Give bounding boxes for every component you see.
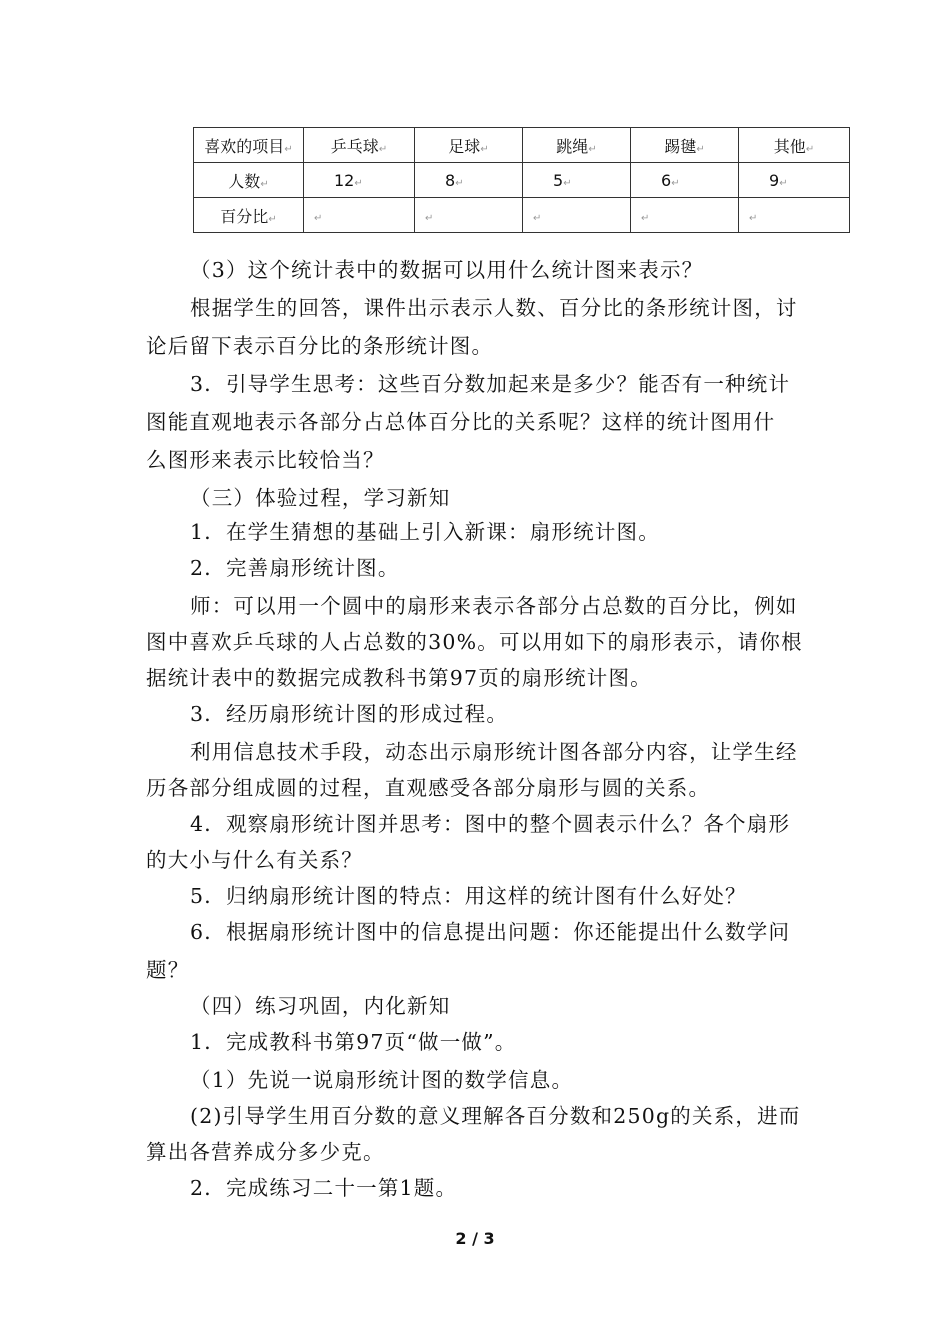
table-cell: 5↵ (523, 163, 631, 198)
table-header-cell: 跳绳↵ (523, 128, 631, 163)
paragraph-line: 6．根据扇形统计图中的信息提出问题：你还能提出什么数学问 (190, 920, 791, 944)
paragraph-line: 2．完善扇形统计图。 (190, 556, 400, 580)
paragraph-line: 师：可以用一个圆中的扇形来表示各部分占总数的百分比，例如 (190, 594, 798, 618)
table-header-cell: 足球↵ (415, 128, 523, 163)
paragraph-line: 算出各营养成分多少克。 (146, 1140, 385, 1164)
section-heading: （四）练习巩固，内化新知 (190, 994, 451, 1018)
paragraph-line: 1．在学生猜想的基础上引入新课：扇形统计图。 (190, 520, 660, 544)
table-row-label: 百分比↵ (194, 198, 304, 233)
paragraph-line: (2)引导学生用百分数的意义理解各百分数和250g的关系，进而 (190, 1104, 801, 1128)
paragraph-line: （3）这个统计表中的数据可以用什么统计图来表示？ (190, 258, 704, 282)
table-cell: ↵ (523, 198, 631, 233)
section-heading: （三）体验过程，学习新知 (190, 486, 451, 510)
table-cell: ↵ (304, 198, 415, 233)
table-cell: 6↵ (631, 163, 739, 198)
paragraph-line: 图能直观地表示各部分占总体百分比的关系呢？这样的统计图用什 (146, 410, 776, 434)
paragraph-line: 根据学生的回答，课件出示表示人数、百分比的条形统计图，讨 (190, 296, 798, 320)
table-row (194, 128, 850, 163)
paragraph-line: 据统计表中的数据完成教科书第97页的扇形统计图。 (146, 666, 652, 690)
paragraph-line: 1．完成教科书第97页“做一做”。 (190, 1030, 517, 1054)
table-header-cell: 踢毽↵ (631, 128, 739, 163)
paragraph-line: 的大小与什么有关系？ (146, 848, 363, 872)
table-header-cell: 乒乓球↵ (304, 128, 415, 163)
paragraph-line: 图中喜欢乒乓球的人占总数的30%。可以用如下的扇形表示，请你根 (146, 630, 803, 654)
survey-table (193, 127, 850, 233)
table-cell: ↵ (631, 198, 739, 233)
paragraph-line: 么图形来表示比较恰当？ (146, 448, 385, 472)
paragraph-line: 5．归纳扇形统计图的特点：用这样的统计图有什么好处？ (190, 884, 747, 908)
paragraph-line: 4．观察扇形统计图并思考：图中的整个圆表示什么？各个扇形 (190, 812, 791, 836)
paragraph-line: （1）先说一说扇形统计图的数学信息。 (190, 1068, 574, 1092)
paragraph-line: 3．引导学生思考：这些百分数加起来是多少？能否有一种统计 (190, 372, 791, 396)
table-cell: 9↵ (739, 163, 850, 198)
table-cell: ↵ (739, 198, 850, 233)
paragraph-line: 历各部分组成圆的过程，直观感受各部分扇形与圆的关系。 (146, 776, 711, 800)
paragraph-line: 论后留下表示百分比的条形统计图。 (146, 334, 494, 358)
table-header-cell: 其他↵ (739, 128, 850, 163)
paragraph-line: 题？ (146, 958, 190, 982)
table-row (194, 198, 850, 233)
paragraph-line: 利用信息技术手段，动态出示扇形统计图各部分内容，让学生经 (190, 740, 798, 764)
table-header-cell: 喜欢的项目↵ (194, 128, 304, 163)
paragraph-line: 2．完成练习二十一第1题。 (190, 1176, 458, 1200)
page-number: 2 / 3 (455, 1229, 495, 1248)
table-cell: ↵ (415, 198, 523, 233)
table-cell: 12↵ (304, 163, 415, 198)
table-row (194, 163, 850, 198)
table-row-label: 人数↵ (194, 163, 304, 198)
paragraph-line: 3．经历扇形统计图的形成过程。 (190, 702, 509, 726)
table-cell: 8↵ (415, 163, 523, 198)
